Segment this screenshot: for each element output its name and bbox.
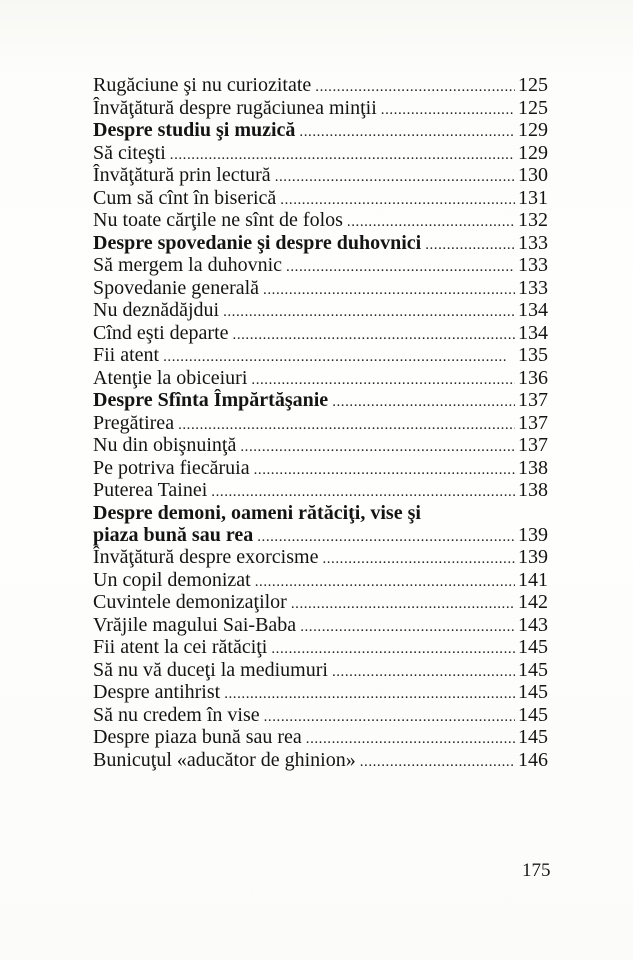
toc-entry-page: 139 xyxy=(518,523,548,546)
toc-entry-page: 133 xyxy=(518,254,548,276)
toc-leader-dots xyxy=(315,76,515,97)
toc-leader-dots xyxy=(300,616,515,637)
toc-entry-title: Să nu vă duceţi la mediumuri xyxy=(93,658,328,681)
toc-entry-page: 133 xyxy=(518,231,548,254)
toc-entry xyxy=(93,97,548,120)
toc-leader-dots xyxy=(170,144,515,165)
toc-entry xyxy=(93,569,548,592)
toc-entry-page: 146 xyxy=(518,748,548,771)
toc-entry xyxy=(93,636,548,659)
toc-entry-page: 125 xyxy=(518,96,548,119)
toc-entry-title: Despre studiu şi muzică xyxy=(93,119,296,141)
toc-entry-page: 131 xyxy=(518,186,548,209)
toc-leader-dots xyxy=(291,593,515,614)
toc-leader-dots xyxy=(264,706,515,727)
toc-entry-title: Atenţie la obiceiuri xyxy=(93,366,248,389)
toc-entry-title: Să mergem la duhovnic xyxy=(93,254,283,276)
toc-entry xyxy=(93,749,548,772)
toc-entry-page: 145 xyxy=(518,658,548,681)
toc-entry xyxy=(93,254,548,277)
toc-entry-page: 130 xyxy=(518,164,548,186)
toc-entry xyxy=(93,726,548,749)
toc-entry xyxy=(93,344,548,367)
toc-leader-dots xyxy=(211,481,515,502)
toc-entry-page: 141 xyxy=(518,568,548,591)
toc-entry xyxy=(93,412,548,435)
toc-entry-title: Despre piaza bună sau rea xyxy=(93,726,302,748)
toc-entry-title: Învăţătură despre exorcisme xyxy=(93,546,319,568)
toc-entry-page: 145 xyxy=(518,636,548,658)
toc-entry-page: 136 xyxy=(518,366,548,389)
toc-entry-page: 135 xyxy=(518,344,548,366)
toc-entry xyxy=(93,502,548,524)
toc-entry xyxy=(93,164,548,187)
toc-entry xyxy=(93,591,548,614)
toc-entry-title: Despre Sfînta Împărtăşanie xyxy=(93,389,329,411)
toc-entry xyxy=(93,704,548,727)
toc-entry-page: 145 xyxy=(518,681,548,703)
toc-entry-title: Pe potriva fiecăruia xyxy=(93,456,250,479)
toc-entry-title: Pregătirea xyxy=(93,411,175,434)
toc-leader-dots xyxy=(271,638,515,659)
toc-entry xyxy=(93,232,548,255)
toc-leader-dots xyxy=(322,548,515,569)
toc-leader-dots xyxy=(223,301,515,322)
toc-entry-title: Spovedanie generală xyxy=(93,276,260,299)
toc-leader-dots xyxy=(163,346,515,367)
page-number: 175 xyxy=(522,860,551,881)
toc-entry-page: 129 xyxy=(518,119,548,141)
toc-entry-title: Învăţătură despre rugăciunea minţii xyxy=(93,96,377,119)
toc-entry xyxy=(93,457,548,480)
toc-entry-page: 137 xyxy=(518,411,548,434)
toc-entry-title: Fii atent la cei rătăciţi xyxy=(93,636,268,658)
toc-entry-title: Despre demoni, oameni rătăciţi, vise şi xyxy=(93,501,421,524)
toc-entry-title: Vrăjile magului Sai-Baba xyxy=(93,613,297,636)
toc-entry-title: Cuvintele demonizaţilor xyxy=(93,591,287,613)
toc-leader-dots xyxy=(306,728,515,749)
toc-leader-dots xyxy=(280,189,515,210)
toc-entry-page: 143 xyxy=(518,613,548,636)
toc-entry-page: 142 xyxy=(518,591,548,613)
toc-entry-page: 134 xyxy=(518,321,548,344)
toc-entry xyxy=(93,479,548,502)
toc-entry xyxy=(93,209,548,232)
toc-entry-title: Învăţătură prin lectură xyxy=(93,164,271,186)
toc-entry-page: 137 xyxy=(518,389,548,411)
toc-entry-title: Nu din obişnuinţă xyxy=(93,434,237,456)
toc-entry-title: Fii atent xyxy=(93,344,160,366)
toc-entry xyxy=(93,277,548,300)
toc-entry xyxy=(93,322,548,345)
toc-entry xyxy=(93,659,548,682)
toc-leader-dots xyxy=(224,683,515,704)
toc-leader-dots xyxy=(425,234,515,255)
toc-entry-page: 134 xyxy=(518,299,548,321)
toc-entry-page: 125 xyxy=(518,74,548,96)
toc-entry-title: Cum să cînt în biserică xyxy=(93,186,277,209)
toc-leader-dots xyxy=(299,121,515,142)
toc-entry xyxy=(93,119,548,142)
toc-entry-page: 145 xyxy=(518,726,548,748)
toc-leader-dots xyxy=(275,166,515,187)
toc-leader-dots xyxy=(255,571,515,592)
toc-entry xyxy=(93,389,548,412)
toc-entry xyxy=(93,546,548,569)
toc-entry-title: Despre spovedanie şi despre duhovnici xyxy=(93,231,422,254)
toc-entry-page: 139 xyxy=(518,546,548,568)
toc-entry-title: Bunicuţul «aducător de ghinion» xyxy=(93,748,356,771)
table-of-contents xyxy=(93,74,548,771)
toc-entry xyxy=(93,681,548,704)
toc-leader-dots xyxy=(263,279,515,300)
toc-entry-title: Să citeşti xyxy=(93,141,166,164)
toc-entry xyxy=(93,142,548,165)
toc-entry-title: piaza bună sau rea xyxy=(93,523,254,546)
toc-entry-page: 132 xyxy=(518,209,548,231)
toc-leader-dots xyxy=(251,369,515,390)
toc-entry-title: Cînd eşti departe xyxy=(93,321,229,344)
toc-entry xyxy=(93,74,548,97)
toc-leader-dots xyxy=(360,751,515,772)
toc-leader-dots xyxy=(254,459,515,480)
toc-entry xyxy=(93,434,548,457)
toc-entry xyxy=(93,524,548,547)
toc-entry xyxy=(93,187,548,210)
toc-leader-dots xyxy=(332,391,515,412)
toc-leader-dots xyxy=(381,99,515,120)
toc-leader-dots xyxy=(347,211,515,232)
toc-entry-page: 145 xyxy=(518,703,548,726)
toc-entry-page: 129 xyxy=(518,141,548,164)
toc-entry-title: Despre antihrist xyxy=(93,681,221,703)
toc-entry xyxy=(93,367,548,390)
toc-leader-dots xyxy=(178,414,515,435)
toc-entry-page: 137 xyxy=(518,434,548,456)
toc-entry-page: 133 xyxy=(518,276,548,299)
toc-entry-title: Puterea Tainei xyxy=(93,479,208,501)
toc-entry-title: Un copil demonizat xyxy=(93,568,251,591)
toc-entry-page: 138 xyxy=(518,456,548,479)
toc-leader-dots xyxy=(240,436,515,457)
toc-entry-page: 138 xyxy=(518,479,548,501)
toc-leader-dots xyxy=(332,661,515,682)
toc-entry-title: Nu deznădăjdui xyxy=(93,299,220,321)
toc-entry xyxy=(93,299,548,322)
toc-entry-title: Rugăciune şi nu curiozitate xyxy=(93,74,312,96)
toc-entry-title: Să nu credem în vise xyxy=(93,703,260,726)
toc-leader-dots xyxy=(233,324,515,345)
toc-entry xyxy=(93,614,548,637)
toc-leader-dots xyxy=(286,256,515,277)
toc-entry-title: Nu toate cărţile ne sînt de folos xyxy=(93,209,343,231)
toc-leader-dots xyxy=(257,526,515,547)
